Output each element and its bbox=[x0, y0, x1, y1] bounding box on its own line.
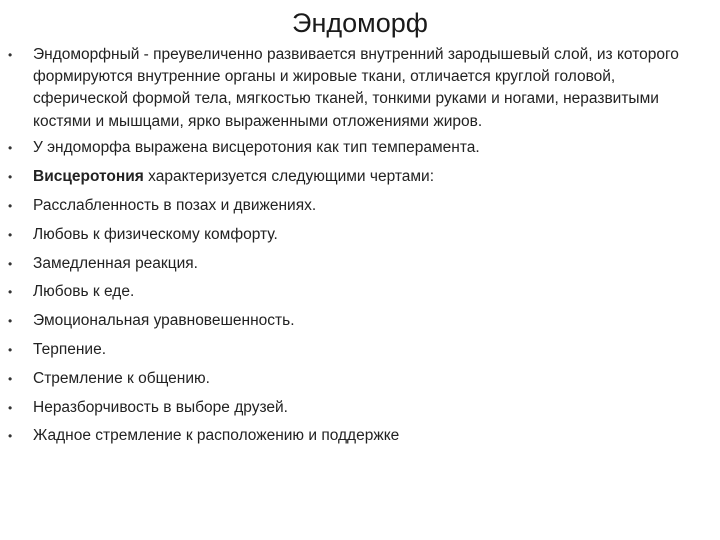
bullet-text: Терпение. bbox=[33, 340, 106, 358]
bullet-item bbox=[8, 137, 698, 159]
bullet-dot-icon: • bbox=[8, 371, 13, 386]
bullet-text: Замедленная реакция. bbox=[33, 254, 198, 272]
bullet-text: характеризуется следующими чертами: bbox=[143, 168, 435, 186]
bullet-dot-icon: • bbox=[8, 227, 13, 242]
bullet-list bbox=[8, 44, 698, 454]
bullet-dot-icon: • bbox=[8, 170, 13, 185]
bullet-item bbox=[8, 339, 698, 361]
bullet-text: Стремление к общению. bbox=[33, 369, 210, 387]
bullet-item bbox=[8, 224, 698, 246]
bullet-text: Расслабленность в позах и движениях. bbox=[33, 197, 317, 214]
bullet-dot-icon: • bbox=[8, 342, 13, 357]
bullet-item bbox=[8, 166, 698, 188]
bullet-bold-term: Висцеротония bbox=[33, 168, 144, 186]
bullet-item bbox=[8, 310, 698, 332]
bullet-text: Любовь к еде. bbox=[33, 283, 135, 301]
bullet-item bbox=[8, 397, 698, 419]
bullet-dot-icon: • bbox=[8, 48, 13, 62]
bullet-item bbox=[8, 281, 698, 303]
bullet-dot-icon: • bbox=[8, 429, 13, 444]
bullet-dot-icon: • bbox=[8, 285, 13, 300]
bullet-text: Эмоциональная уравновешенность. bbox=[33, 312, 295, 330]
bullet-item bbox=[8, 368, 698, 390]
bullet-text: Неразборчивость в выборе друзей. bbox=[33, 398, 288, 416]
bullet-dot-icon: • bbox=[8, 141, 13, 156]
bullet-dot-icon: • bbox=[8, 199, 13, 213]
bullet-text: У эндоморфа выражена висцеротония как тип темперамента. bbox=[33, 139, 480, 157]
bullet-text: Эндоморфный - преувеличенно развивается внутренний зародышевый слой, из которого формируются внутренние органы и жировые ткани, отличается круглой головой, сферической формой тела, мягкостью тканей, тонкими руками и ногами, неразвитыми костями и мышцами, ярко выраженными отложениями жиров. bbox=[33, 46, 679, 130]
bullet-dot-icon: • bbox=[8, 400, 13, 415]
bullet-dot-icon: • bbox=[8, 256, 13, 271]
bullet-text: Любовь к физическому комфорту. bbox=[33, 225, 278, 243]
bullet-item bbox=[8, 425, 698, 447]
slide-title: Эндоморф bbox=[292, 8, 428, 38]
bullet-item bbox=[8, 253, 698, 275]
bullet-text: Жадное стремление к расположению и поддержке bbox=[33, 427, 400, 445]
bullet-dot-icon: • bbox=[8, 314, 13, 329]
bullet-item bbox=[8, 195, 698, 217]
bullet-item bbox=[8, 44, 698, 133]
